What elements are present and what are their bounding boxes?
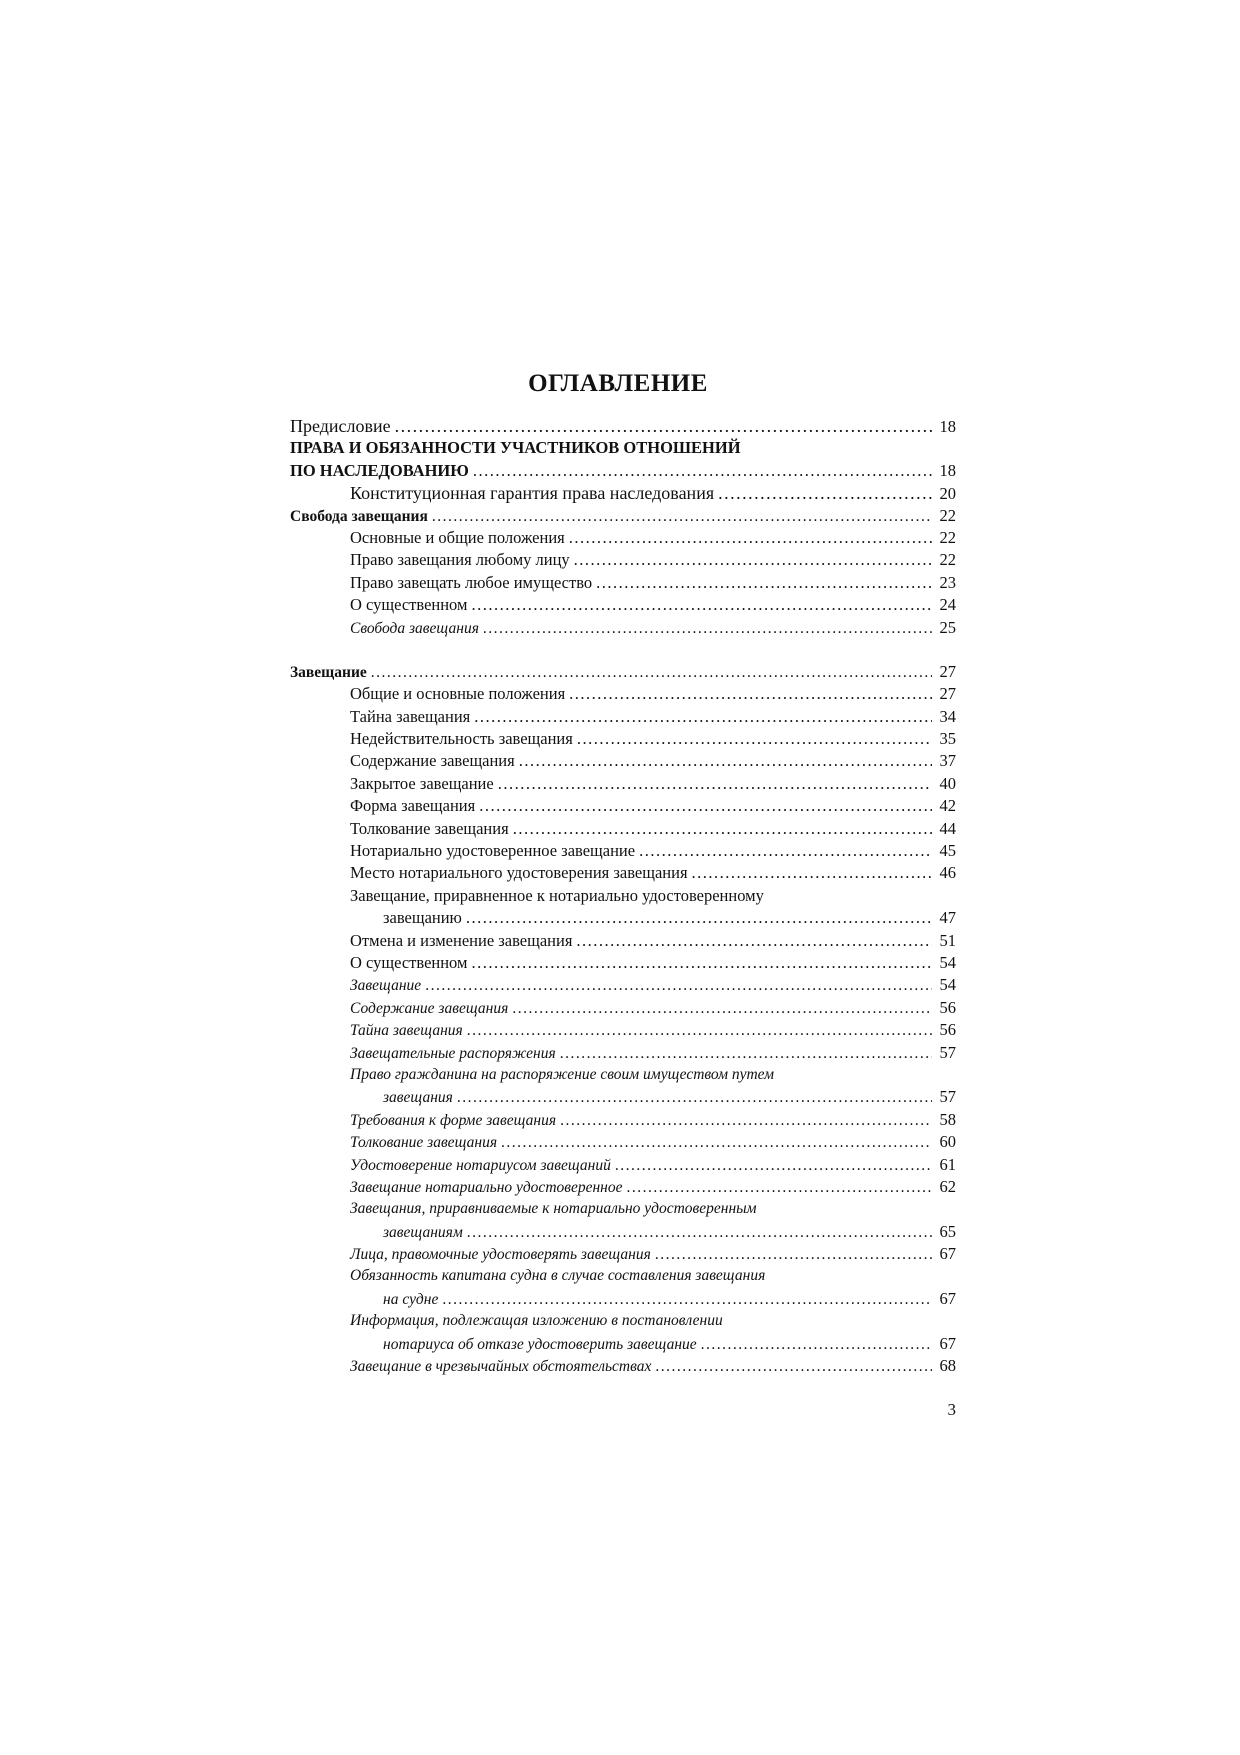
- toc-entry[interactable]: [290, 572, 956, 594]
- toc-entry[interactable]: [290, 952, 956, 974]
- toc-entry-page: 34: [939, 706, 956, 726]
- toc-entry[interactable]: [290, 862, 956, 884]
- toc-entry[interactable]: [290, 1288, 956, 1310]
- toc-entry-text: Нотариально удостоверенное завещание: [350, 841, 636, 861]
- toc-entry[interactable]: [290, 482, 956, 504]
- toc-entry-text: О существенном: [350, 595, 468, 615]
- toc-entry-page: 37: [939, 751, 956, 771]
- toc-entry[interactable]: [290, 1310, 956, 1332]
- toc-entry-text: Завещания, приравниваемые к нотариально удостоверенным: [350, 1200, 757, 1218]
- toc-entry-text: Завещание: [290, 663, 367, 681]
- toc-entry[interactable]: [290, 661, 956, 683]
- toc-entry-page: 57: [939, 1042, 956, 1062]
- toc-entry-page: 56: [939, 1020, 956, 1040]
- toc-entry-text: нотариуса об отказе удостоверить завещание: [383, 1335, 697, 1353]
- toc-entry-text: О существенном: [350, 952, 468, 972]
- toc-entry-text: Тайна завещания: [350, 706, 471, 726]
- toc-entry[interactable]: [290, 818, 956, 840]
- toc-entry-page: 51: [939, 930, 956, 950]
- toc-entry[interactable]: [290, 885, 956, 907]
- toc-entry-page: 56: [939, 997, 956, 1017]
- toc-entry-text: Место нотариального удостоверения завещания: [350, 863, 688, 883]
- toc-entry[interactable]: [290, 1355, 956, 1377]
- toc-entry[interactable]: [290, 750, 956, 772]
- toc-entry[interactable]: [290, 415, 956, 437]
- toc-entry-page: 54: [939, 975, 956, 995]
- toc-entry[interactable]: [290, 1042, 956, 1064]
- toc-entry-page: 22: [939, 527, 956, 547]
- toc-entry-page: 27: [939, 684, 956, 704]
- toc-entry-page: 20: [939, 484, 956, 504]
- toc-entry[interactable]: [290, 1221, 956, 1243]
- toc-entry-page: 35: [939, 729, 956, 749]
- toc-entry-text: Завещание нотариально удостоверенное: [350, 1178, 623, 1196]
- toc-entry-text: Право гражданина на распоряжение своим имуществом путем: [350, 1065, 775, 1083]
- toc-entry[interactable]: [290, 1086, 956, 1108]
- toc-entry-page: 27: [939, 661, 956, 681]
- toc-entry-page: 54: [939, 952, 956, 972]
- toc-entry-text: Конституционная гарантия права наследования: [350, 483, 715, 504]
- toc-entry[interactable]: [290, 728, 956, 750]
- toc-entry-text: на судне: [383, 1290, 439, 1308]
- toc-entry-text: Информация, подлежащая изложению в постановлении: [350, 1312, 723, 1330]
- toc-entry-text: Тайна завещания: [350, 1022, 463, 1040]
- toc-entry[interactable]: [290, 1176, 956, 1198]
- toc-entry[interactable]: [290, 706, 956, 728]
- toc-entry-page: 46: [939, 863, 956, 883]
- toc-entry[interactable]: [290, 549, 956, 571]
- toc-entry-page: 22: [939, 505, 956, 525]
- toc-entry-text: Отмена и изменение завещания: [350, 930, 573, 950]
- toc-entry-text: Завещание в чрезвычайных обстоятельствах: [350, 1358, 652, 1376]
- toc-entry-page: 44: [939, 818, 956, 838]
- toc-entry-page: 23: [939, 572, 956, 592]
- toc-entry-page: 40: [939, 773, 956, 793]
- toc-entry-text: Толкование завещания: [350, 818, 509, 838]
- toc-entry[interactable]: [290, 594, 956, 616]
- toc-entry[interactable]: [290, 617, 956, 639]
- toc-entry-page: 60: [939, 1132, 956, 1152]
- toc-entry[interactable]: [290, 795, 956, 817]
- toc-entry-page: 57: [939, 1087, 956, 1107]
- toc-entry-page: 47: [939, 908, 956, 928]
- toc-entry-page: 67: [939, 1333, 956, 1353]
- toc-entry[interactable]: [290, 1019, 956, 1041]
- table-of-contents: [290, 415, 956, 1377]
- toc-entry[interactable]: [290, 1064, 956, 1086]
- toc-entry-text: Требования к форме завещания: [350, 1111, 557, 1129]
- toc-entry[interactable]: [290, 527, 956, 549]
- toc-entry-text: Толкование завещания: [350, 1134, 498, 1152]
- toc-entry-text: Закрытое завещание: [350, 773, 494, 793]
- toc-entry-page: 67: [939, 1288, 956, 1308]
- toc-entry-text: Право завещать любое имущество: [350, 572, 593, 592]
- toc-entry-text: Завещание, приравненное к нотариально удостоверенному: [350, 885, 764, 905]
- toc-entry-page: 65: [939, 1221, 956, 1241]
- toc-entry[interactable]: [290, 997, 956, 1019]
- toc-entry-page: 18: [939, 417, 956, 436]
- toc-entry-text: Обязанность капитана судна в случае составления завещания: [350, 1267, 766, 1285]
- toc-entry[interactable]: [290, 974, 956, 996]
- toc-entry[interactable]: [290, 437, 956, 459]
- toc-entry-text: Предисловие: [290, 416, 391, 436]
- toc-entry-text: Завещательные распоряжения: [350, 1044, 556, 1062]
- toc-entry-page: 67: [939, 1244, 956, 1264]
- toc-entry-text: завещания: [383, 1089, 453, 1107]
- toc-entry-page: 42: [939, 796, 956, 816]
- toc-entry-page: 68: [939, 1356, 956, 1376]
- toc-entry-text: Форма завещания: [350, 796, 476, 816]
- toc-entry-text: Недействительность завещания: [350, 729, 573, 749]
- toc-entry[interactable]: [290, 1131, 956, 1153]
- toc-entry[interactable]: [290, 1265, 956, 1287]
- page-number: 3: [947, 1400, 956, 1419]
- toc-entry-text: Содержание завещания: [350, 999, 509, 1017]
- toc-entry[interactable]: [290, 1198, 956, 1220]
- toc-entry-text: Свобода завещания: [290, 507, 428, 525]
- toc-entry-page: 18: [939, 460, 956, 480]
- toc-entry[interactable]: [290, 840, 956, 862]
- toc-entry-text: Свобода завещания: [350, 619, 479, 637]
- toc-entry[interactable]: [290, 907, 956, 929]
- toc-entry-page: 24: [939, 595, 956, 615]
- toc-entry-text: Содержание завещания: [350, 751, 515, 771]
- toc-entry-text: Общие и основные положения: [350, 684, 566, 704]
- toc-entry-page: 62: [939, 1176, 956, 1196]
- toc-entry-text: Право завещания любому лицу: [350, 550, 570, 570]
- toc-entry-page: 22: [939, 550, 956, 570]
- toc-entry-text: Удостоверение нотариусом завещаний: [350, 1156, 611, 1174]
- toc-entry-text: Лица, правомочные удостоверять завещания: [350, 1246, 651, 1264]
- toc-entry-text: завещаниям: [383, 1223, 463, 1241]
- toc-entry-page: 61: [939, 1154, 956, 1174]
- toc-entry[interactable]: [290, 1109, 956, 1131]
- toc-entry-text: Завещание: [350, 977, 422, 995]
- toc-entry-text: ПО НАСЛЕДОВАНИЮ: [290, 460, 469, 480]
- toc-entry-page: 25: [939, 617, 956, 637]
- toc-entry[interactable]: [290, 1333, 956, 1355]
- toc-entry[interactable]: [290, 1243, 956, 1265]
- toc-entry-text: ПРАВА И ОБЯЗАННОСТИ УЧАСТНИКОВ ОТНОШЕНИЙ: [290, 438, 741, 458]
- toc-entry[interactable]: [290, 505, 956, 527]
- toc-entry[interactable]: [290, 460, 956, 482]
- toc-title: ОГЛАВЛЕНИЕ: [528, 370, 708, 397]
- toc-entry[interactable]: [290, 1154, 956, 1176]
- toc-entry-page: 58: [939, 1109, 956, 1129]
- toc-entry[interactable]: [290, 683, 956, 705]
- toc-entry[interactable]: [290, 773, 956, 795]
- toc-entry-page: 45: [939, 841, 956, 861]
- toc-entry-text: завещанию: [383, 908, 462, 928]
- toc-entry-text: Основные и общие положения: [350, 527, 565, 547]
- toc-entry[interactable]: [290, 930, 956, 952]
